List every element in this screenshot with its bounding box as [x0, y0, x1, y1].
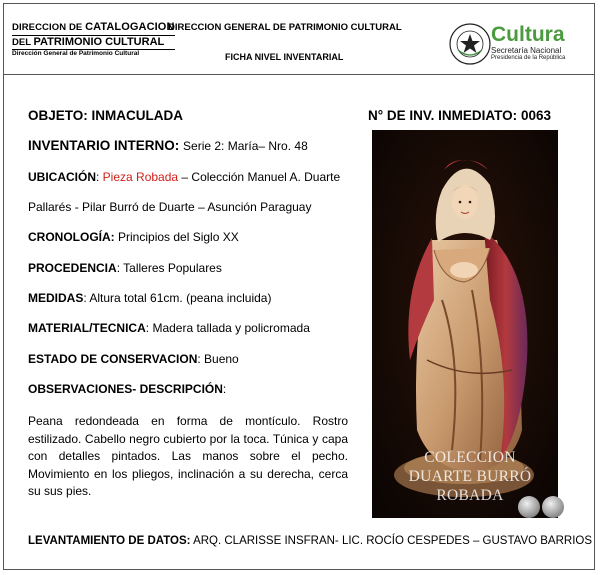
logo-line1-prefix: DIRECCION DE: [12, 22, 86, 33]
footer-label: LEVANTAMIENTO DE DATOS:: [28, 535, 191, 547]
watermark-line1: COLECCION: [424, 449, 516, 466]
logo-line1-bold: CATALOGACION: [85, 21, 175, 33]
watermark-line2: DUARTE BURRÓ: [408, 468, 532, 485]
ubicacion-row-2: [28, 200, 311, 214]
material-row: MATERIAL/TECNICA: Madera tallada y policromada: [28, 321, 310, 335]
header-title: DIRECCION GENERAL DE PATRIMONIO CULTURAL: [168, 22, 402, 33]
cronologia-row: [28, 230, 239, 244]
cronologia-value: Principios del Siglo XX: [118, 230, 239, 244]
observaciones-label: OBSERVACIONES- DESCRIPCIÓN: [28, 382, 223, 396]
catalogacion-logo: [12, 22, 175, 58]
descripcion-text: Peana redondeada en forma de montículo. Rostro estilizado. Cabello negro cubierto por la toca. Túnica y capa con detalles pintados. Las manos sobre el pecho. Movimiento en los pliegos, inclinación a su derecha, cerca su sus pies.: [28, 414, 348, 498]
material-value: Madera tallada y policromada: [152, 321, 310, 335]
inv-label: N° DE INV. INMEDIATO:: [368, 108, 518, 123]
ubicacion-value-line2: Pallarés - Pilar Burró de Duarte – Asunción Paraguay: [28, 200, 312, 214]
objeto-row: [28, 108, 183, 123]
medidas-row: MEDIDAS: Altura total 61cm. (peana incluida): [28, 291, 272, 305]
medidas-value: Altura total 61cm. (peana incluida): [89, 291, 272, 305]
estado-row: ESTADO DE CONSERVACION: Bueno: [28, 352, 239, 366]
procedencia-row: PROCEDENCIA: Talleres Populares: [28, 261, 222, 275]
interno-label: INVENTARIO INTERNO:: [28, 138, 180, 153]
cultura-logo: [491, 24, 565, 61]
inv-value: 0063: [520, 108, 551, 123]
objeto-label: OBJETO:: [28, 108, 88, 123]
footer-value: ARQ. CLARISSE INSFRAN- LIC. ROCÍO CESPEDES – GUSTAVO BARRIOS: [193, 535, 593, 547]
cultura-line2: Secretaría Nacional: [491, 46, 562, 55]
photo-watermark: [395, 448, 545, 505]
ubicacion-row: UBICACIÓN: Pieza Robada – Colección Manuel A. Duarte: [28, 170, 341, 184]
logo-line2-prefix: DEL: [12, 37, 34, 48]
cultura-line3: Presidencia de la República: [491, 55, 566, 61]
watermark-seal-icon: [518, 496, 540, 518]
interno-row: [28, 138, 308, 153]
inventory-number: [368, 108, 551, 123]
ubicacion-status: Pieza Robada: [102, 170, 179, 184]
estado-value: Bueno: [204, 352, 239, 366]
logo-line3: Dirección General de Patrimonio Cultural: [12, 50, 140, 57]
medidas-label: MEDIDAS: [28, 291, 84, 305]
cronologia-label: CRONOLOGÍA:: [28, 230, 115, 244]
objeto-value: INMACULADA: [91, 108, 184, 123]
procedencia-label: PROCEDENCIA: [28, 261, 117, 275]
header-subtitle: FICHA NIVEL INVENTARIAL: [225, 52, 344, 62]
material-label: MATERIAL/TECNICA: [28, 321, 146, 335]
ubicacion-label: UBICACIÓN: [28, 170, 96, 184]
ubicacion-value-line1: – Colección Manuel A. Duarte: [181, 170, 341, 184]
interno-value: Serie 2: María– Nro. 48: [183, 139, 308, 153]
watermark-line3: ROBADA: [436, 487, 504, 504]
cultura-brand: Cultura: [491, 23, 565, 46]
footer: [28, 535, 592, 547]
procedencia-value: Talleres Populares: [123, 261, 222, 275]
logo-line2-bold: PATRIMONIO CULTURAL: [33, 36, 165, 48]
paraguay-seal-icon: [448, 22, 492, 66]
observaciones-row: OBSERVACIONES- DESCRIPCIÓN:: [28, 382, 227, 396]
watermark-seal-icon-2: [542, 496, 564, 518]
estado-label: ESTADO DE CONSERVACION: [28, 352, 198, 366]
